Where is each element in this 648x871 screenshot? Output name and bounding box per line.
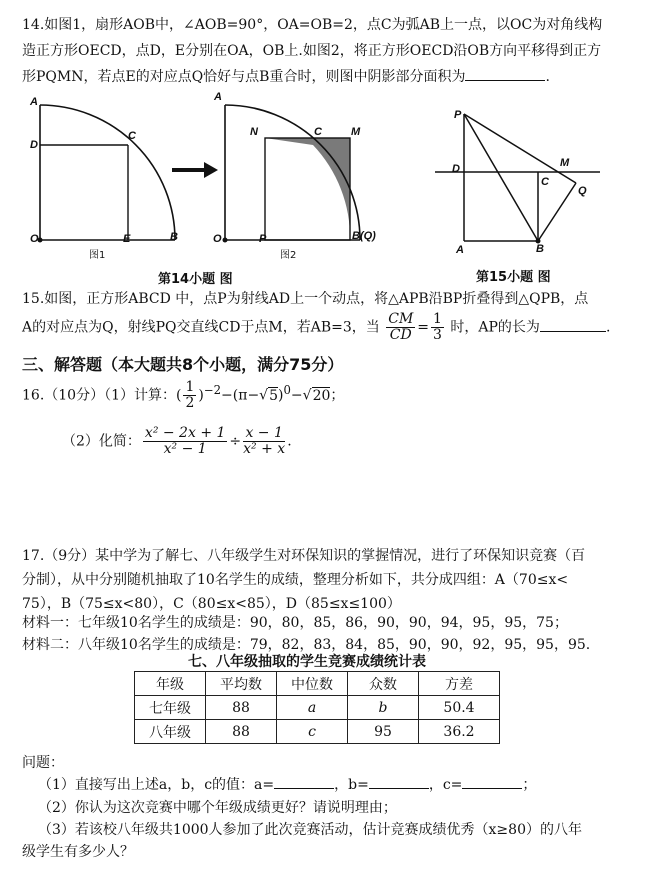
q16-part-2 [62, 426, 292, 457]
q16-sqrt-20: 20 [312, 387, 331, 404]
q17-line-2: 分制），从中分别随机抽取了10名学生的成绩，整理分析如下，共分成四组：A（70≤x< [22, 572, 569, 588]
table-cell: c [277, 720, 348, 744]
q16-rparen: ) [198, 387, 204, 404]
q14-figure-caption: 第14小题 图 [158, 272, 233, 287]
q16-divide: ÷ [229, 433, 242, 450]
q17-question-3-line-2: 级学生有多少人？ [22, 844, 134, 860]
q16-exp-2: 0 [283, 382, 291, 397]
frac-1: 1 [433, 311, 442, 327]
fig2-caption: 图2 [280, 250, 297, 261]
q14-answer-blank[interactable] [465, 80, 545, 81]
q15-answer-blank[interactable] [540, 331, 606, 332]
q16-lparen: ( [176, 387, 182, 404]
table-cell: 36.2 [419, 720, 500, 744]
q15-figure-caption: 第15小题 图 [476, 270, 551, 285]
table-row [135, 696, 500, 720]
table-header-cell: 方差 [419, 672, 500, 696]
q17-blank-a[interactable] [274, 788, 334, 789]
q17-blank-c[interactable] [462, 788, 522, 789]
section-3-heading: 三、解答题（本大题共8个小题，满分75分） [22, 355, 344, 374]
fig1-caption: 图1 [89, 250, 106, 261]
q15-figure [430, 100, 615, 260]
fig1-label-d: D [30, 139, 38, 151]
q17-stats-table [134, 671, 500, 744]
table-header-row [135, 672, 500, 696]
q16-semicolon: ； [330, 387, 345, 404]
q16-minus-2: − [290, 387, 303, 404]
q17-questions-label: 问题： [22, 755, 64, 771]
q16-part-1-prefix: 16.（10分）（1）计算： [22, 387, 176, 404]
fig15-label-p: P [454, 109, 462, 121]
table-cell: 88 [206, 720, 277, 744]
fig2-label-m: M [351, 126, 361, 138]
q16-sqrt-5: 5 [269, 387, 279, 404]
fig1-label-c: C [128, 130, 136, 142]
table-cell: b [348, 696, 419, 720]
arrow-icon [170, 160, 220, 180]
table-header-cell: 中位数 [277, 672, 348, 696]
fig2-label-c: C [314, 126, 322, 138]
q16-fraction-1 [143, 426, 227, 457]
fig1-label-a: A [30, 96, 38, 108]
fig1-arc-ab [40, 105, 175, 240]
q15-line-2-text-b: 时，AP的长为 [450, 319, 540, 336]
fig2-label-o: O [213, 233, 222, 245]
q16-fraction-2 [243, 426, 285, 457]
q14-line-3 [22, 66, 550, 86]
table-header-cell: 众数 [348, 672, 419, 696]
q17-q1-text-c: ，c= [428, 777, 463, 793]
q17-material-1: 材料一：七年级10名学生的成绩是：90，80，85，86，90，90，94，95，95，75； [22, 615, 568, 631]
q17-question-3-line-1: （3）若该校八年级共1000人参加了此次竞赛活动，估计竞赛成绩优秀（x≥80）的八年 [38, 822, 582, 838]
fig15-label-c: C [541, 176, 549, 188]
table-cell: 七年级 [135, 696, 206, 720]
fig1-label-o: O [30, 233, 39, 245]
q14-figure-1 [30, 95, 190, 255]
q16-f1-num: x² − 2x + 1 [144, 425, 226, 441]
q17-q1-text-a: （1）直接写出上述a，b，c的值：a= [38, 777, 275, 793]
q16-close-paren: ) [278, 387, 284, 404]
q16-f1-den: x² − 1 [163, 441, 207, 457]
frac-cd: CD [389, 327, 412, 343]
fig15-label-q: Q [578, 185, 587, 197]
q16-exp-1: −2 [203, 382, 222, 397]
table-row [135, 720, 500, 744]
table-cell: 88 [206, 696, 277, 720]
q16-f2-den: x² + x [243, 441, 286, 457]
q16-part-1: 16.（10分）（1）计算：( $\frac{1}{2}$ )$^{-2}-(\pi-√5)^0-√20$； [22, 379, 345, 411]
fig2-label-a: A [214, 91, 222, 103]
table-header-cell: 年级 [135, 672, 206, 696]
table-cell: 95 [348, 720, 419, 744]
q16-period: . [287, 433, 292, 450]
table-cell: 50.4 [419, 696, 500, 720]
q17-table-title: 七、八年级抽取的学生竞赛成绩统计表 [188, 654, 426, 670]
fig15-segment-pb [464, 114, 538, 241]
q17-material-2: 材料二：八年级10名学生的成绩是：79，82，83，84，85，90，90，92，95，95，95. [22, 637, 591, 653]
q16-minus-pi: −(π− [221, 387, 260, 404]
q15-line-1: 15.如图，正方形ABCD 中，点P为射线AD上一个动点，将△APB沿BP折叠得到△QPB，点 [22, 291, 589, 307]
q15-fraction-one-third [431, 312, 444, 343]
q15-line-2-end: . [605, 319, 611, 336]
fig15-label-b: B [536, 243, 544, 255]
frac-cm: CM [388, 311, 414, 327]
q14-line-2: 造正方形OECD，点D，E分别在OA，OB上.如图2，将正方形OECD沿OB方向平移得到正方 [22, 43, 602, 59]
q15-line-2 [22, 312, 610, 343]
q17-line-1: 17.（9分）某中学为了解七、八年级学生对环保知识的掌握情况，进行了环保知识竞赛（百 [22, 548, 586, 564]
q14-line-1: 14.如图1，扇形AOB中，∠AOB=90°，OA=OB=2，点C为弧AB上一点，以OC为对角线构 [22, 17, 603, 33]
table-cell: 八年级 [135, 720, 206, 744]
fig15-label-m: M [560, 157, 570, 169]
fig2-label-bq: B(Q) [352, 230, 376, 242]
q17-q1-text-b: ，b= [334, 777, 369, 793]
q14-figure-2 [215, 95, 375, 255]
q16-part-2-prefix: （2）化简： [62, 433, 141, 450]
q17-q1-text-d: ； [522, 777, 537, 793]
fig2-label-n: N [250, 126, 258, 138]
q14-line-3-text: 形PQMN，若点E的对应点Q恰好与点B重合时，则图中阴影部分面积为 [22, 69, 466, 85]
q17-question-2: （2）你认为这次竞赛中哪个年级成绩更好？请说明理由； [38, 800, 397, 816]
fig1-label-b: B [170, 231, 178, 243]
table-cell: a [277, 696, 348, 720]
fig1-label-e: E [123, 233, 131, 245]
table-header-cell: 平均数 [206, 672, 277, 696]
q16-f2-num: x − 1 [243, 426, 285, 442]
fig2-shaded-region [265, 138, 350, 240]
frac-half-den: 2 [185, 395, 195, 411]
frac-half-num: 1 [185, 379, 195, 395]
q17-line-3: 75），B（75≤x<80），C（80≤x<85），D（85≤x≤100） [22, 596, 401, 612]
q17-question-1 [38, 774, 536, 794]
fig2-label-p: P [259, 233, 267, 245]
fig15-segment-qb [538, 183, 576, 241]
fig15-label-a: A [456, 244, 464, 256]
q14-line-3-end: . [545, 69, 550, 85]
q15-equals: = [417, 319, 430, 336]
frac-3: 3 [433, 327, 442, 343]
fig2-point-o [223, 238, 228, 243]
q17-blank-b[interactable] [369, 788, 429, 789]
q16-fraction-half [183, 380, 196, 411]
fig15-label-d: D [452, 163, 460, 175]
q15-fraction-cm-cd [386, 312, 415, 343]
q15-line-2-text: A的对应点为Q，射线PQ交直线CD于点M，若AB=3，当 [22, 319, 380, 336]
